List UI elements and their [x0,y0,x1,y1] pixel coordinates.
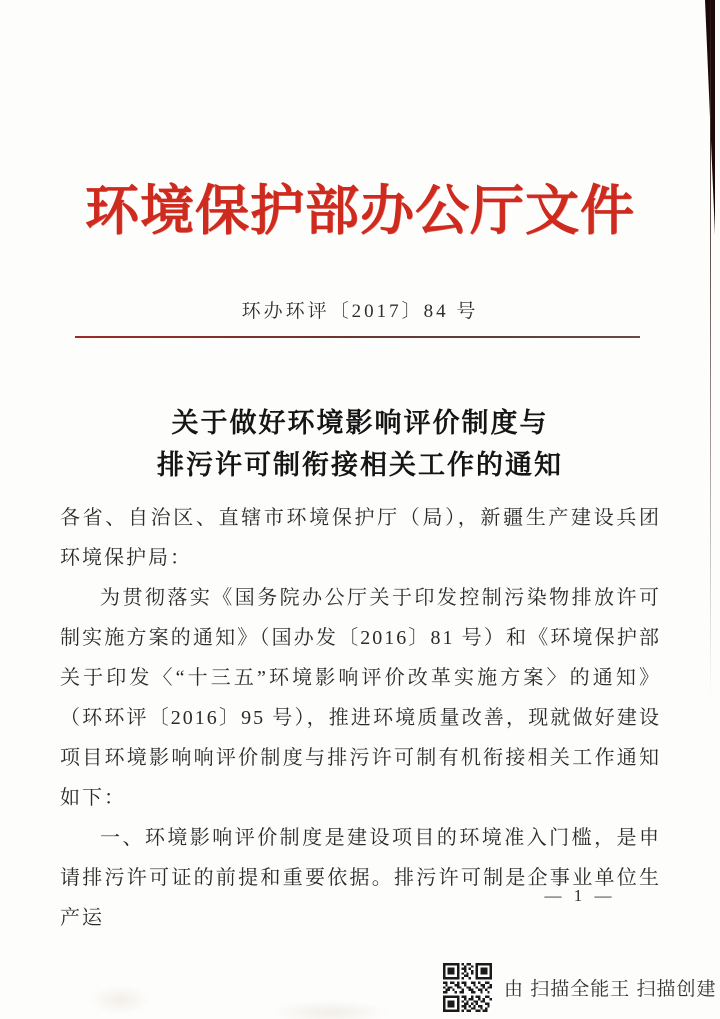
document-number: 环办环评〔2017〕84 号 [241,301,479,322]
qr-code-icon [443,962,492,1013]
paragraph-preamble: 为贯彻落实《国务院办公厅关于印发控制污染物排放许可制实施方案的通知》（国办发〔2016〕81 号）和《环境保护部关于印发〈“十三五”环境影响评价改革实施方案〉的通知》（环环评〔2016〕95 号），推进环境质量改善，现就做好建设项目环境影响响评价制度与排污许可制有机衔接相关工作通知如下： [60,587,661,809]
document-header-title: 环境保护部办公厅文件 [85,181,635,241]
notice-title [0,402,720,486]
document-body [60,498,661,938]
scanner-credit-text: 由 扫描全能王 扫描创建 [504,979,717,1000]
notice-title-line1: 关于做好环境影响评价制度与 [171,408,549,438]
scan-smudge [270,1000,390,1019]
notice-title-line2: 排污许可制衔接相关工作的通知 [157,450,563,480]
scan-smudge [90,985,150,1015]
paragraph-addressee: 各省、自治区、直辖市环境保护厅（局），新疆生产建设兵团环境保护局： [60,507,661,569]
header-divider-rule [75,336,640,338]
scanner-watermark [443,962,717,1013]
page-number: — 1 — [544,886,616,905]
paragraph-item-one: 一、环境影响评价制度是建设项目的环境准入门槛，是申请排污许可证的前提和重要依据。排污许可制是企事业单位生产运 [60,827,661,929]
scan-edge-line [710,0,711,700]
